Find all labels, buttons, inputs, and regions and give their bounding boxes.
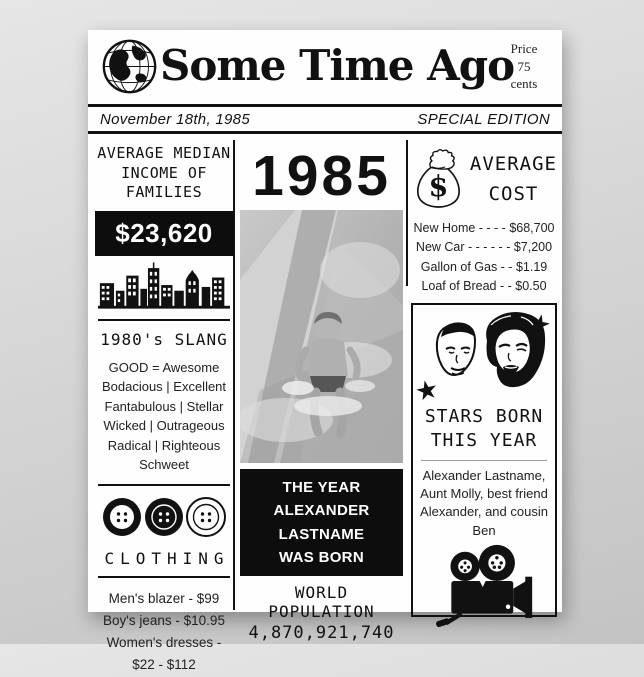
stars-heading-line: THIS YEAR [430,429,538,451]
birth-line: THE YEAR [282,479,361,496]
masthead-title: Some Time Ago [160,41,515,90]
slang-heading: 1980's SLANG [100,329,228,349]
money-bag-icon [411,144,466,214]
year-headline: 1985 [252,144,391,208]
slang-line: Bodacious | Excellent [101,379,227,394]
column-divider-right [406,140,408,286]
stars-rule [421,460,547,461]
stars-heading-line: STARS BORN [424,405,544,427]
section-rule [98,484,230,486]
boy-on-waterslide-photo [240,210,403,463]
stars-heading [419,405,549,454]
svg-text:$: $ [428,169,449,204]
cost-price-line: Gallon of Gas - - $1.19 [420,259,548,274]
sewing-buttons-icon [101,496,227,538]
stars-names: Alexander Lastname, Aunt Molly, best friend Alexander, and cousin Ben [420,468,548,538]
cost-heading-line: AVERAGE [469,152,557,175]
income-value-box: $23,620 [95,211,233,256]
cost-price-line: New Home - - - - $68,700 [413,221,555,235]
dateline-bar [88,107,562,134]
slang-line: Radical | Righteous [107,437,221,453]
cost-heading-line: COST [488,183,539,205]
section-rule [98,576,230,578]
income-heading-line: FAMILIES [125,183,203,201]
stars-born-box [411,303,557,617]
newspaper-poster [88,30,562,673]
column-divider-left [233,140,235,610]
city-skyline-icon [98,262,230,310]
cost-heading [470,149,557,210]
price-block [492,40,556,93]
issue-date: November 18th, 1985 [100,110,250,128]
slang-line: Fantabulous | Stellar [104,398,224,414]
clothing-price-list [95,588,233,677]
income-heading [95,144,233,203]
birth-line: WAS BORN [279,548,364,566]
cost-price-list [411,219,557,297]
movie-camera-icon [432,544,536,630]
slang-line: Wicked | Outrageous [103,418,225,433]
clothing-price-line: Boy's jeans - $10.95 [103,612,225,628]
price-line: 75 [517,58,531,74]
clothing-price-line: Women's dresses - [106,635,222,651]
cost-price-line: Loaf of Bread - - $0.50 [421,279,547,294]
clothing-heading: CLOTHING [104,548,230,568]
center-column [240,142,403,643]
birth-announcement-box [240,469,403,576]
population-heading: WORLD POPULATION [268,583,375,621]
slang-line: Schweet [139,457,189,472]
income-heading-line: AVERAGE MEDIAN [97,144,231,162]
star-icon: ★ [412,372,442,407]
income-heading-line: INCOME OF [121,163,207,182]
birth-line: ALEXANDER LASTNAME [273,502,370,543]
globe-icon [101,38,158,95]
clothing-price-line: $22 - $112 [132,657,196,673]
slang-list [95,358,233,475]
clothing-price-line: Men's blazer - $99 [108,590,220,606]
section-rule [98,319,230,321]
left-column [95,142,233,677]
slang-line: GOOD = Awesome [108,359,220,375]
masthead [88,30,562,107]
star-icon: ★ [524,306,554,341]
cost-price-line: New Car - - - - - - $7,200 [415,240,553,255]
right-column [411,142,557,617]
average-cost-header [411,144,557,214]
edition-label: SPECIAL EDITION [417,110,550,128]
price-line: Price [510,41,538,56]
price-line: cents [510,76,538,92]
population-value: 4,870,921,740 [248,623,395,643]
